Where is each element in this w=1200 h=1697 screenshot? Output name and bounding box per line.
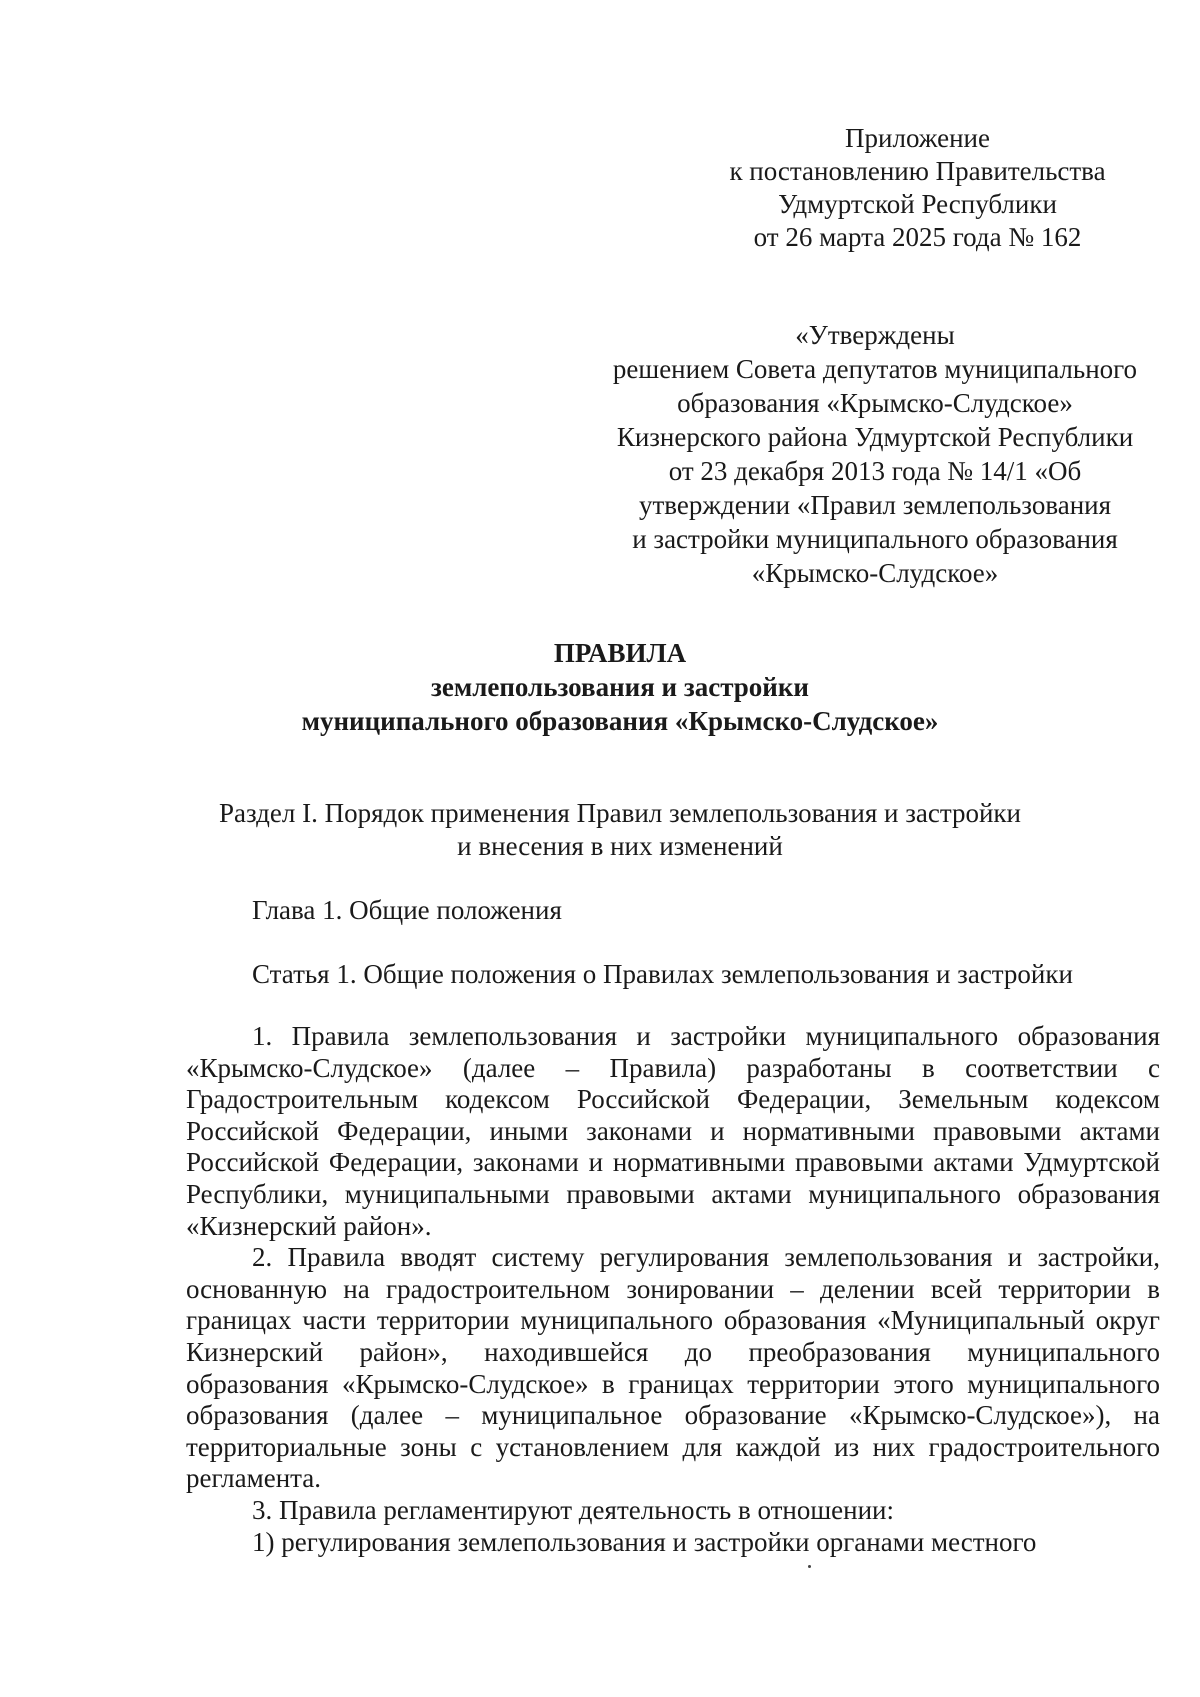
appendix-date-number: от 26 марта 2025 года № 162 — [753, 222, 1082, 252]
paragraph: 2. Правила вводят систему регулирования землепользования и застройки, основанную на градостроительном зонировании – делении всей территории в границах части территории муниципального образования «Муниципальный округ Кизнерский район», находившейся до преобразования муниципального образования «Крымско-Слудское» в границах территории этого муниципального образования (далее – муниципальное образование «Крымско-Слудское»), на территориальные зоны с установлением для каждой из них градостроительного регламента. — [186, 1242, 1160, 1494]
approval-line: «Утверждены — [795, 320, 955, 350]
chapter-heading: Глава 1. Общие положения — [252, 895, 562, 925]
approval-line: образования «Крымско-Слудское» — [677, 388, 1073, 418]
document-title — [180, 636, 1060, 738]
scan-speck — [808, 1565, 811, 1568]
approval-line: утверждении «Правил землепользования — [638, 490, 1112, 520]
section-heading — [180, 797, 1060, 863]
approval-line: от 23 декабря 2013 года № 14/1 «Об — [668, 456, 1082, 486]
title-main: ПРАВИЛА — [553, 638, 687, 668]
approval-line: и застройки муниципального образования — [632, 524, 1118, 554]
paragraph: 1. Правила землепользования и застройки муниципального образования «Крымско-Слудское» (далее – Правила) разработаны в соответствии с Градостроительным кодексом Российской Федерации, Земельным кодексом Российской Федерации, иными законами и нормативными правовыми актами Российской Федерации, законами и нормативными правовыми актами Удмуртской Республики, муниципальными правовыми актами муниципального образования «Кизнерский район». — [186, 1021, 1160, 1241]
body-text — [186, 1021, 1160, 1558]
approval-line: Кизнерского района Удмуртской Республики — [616, 422, 1134, 452]
appendix-label: Приложение — [845, 123, 990, 153]
article-heading: Статья 1. Общие положения о Правилах землепользования и застройки — [252, 959, 1073, 989]
section-heading-line: и внесения в них изменений — [457, 831, 783, 861]
paragraph: 3. Правила регламентируют деятельность в отношении: — [252, 1494, 895, 1525]
approval-line: «Крымско-Слудское» — [751, 558, 999, 588]
appendix-authority: Удмуртской Республики — [778, 189, 1057, 219]
section-heading-line: Раздел I. Порядок применения Правил землепользования и застройки — [218, 798, 1021, 828]
approval-block — [590, 318, 1160, 590]
title-municipality: муниципального образования «Крымско-Слудское» — [301, 706, 939, 736]
appendix-reference: к постановлению Правительства — [729, 156, 1106, 186]
appendix-header — [675, 122, 1160, 254]
approval-line: решением Совета депутатов муниципального — [612, 354, 1138, 384]
paragraph: 1) регулирования землепользования и застройки органами местного — [252, 1526, 1037, 1557]
title-subject: землепользования и застройки — [431, 672, 809, 702]
